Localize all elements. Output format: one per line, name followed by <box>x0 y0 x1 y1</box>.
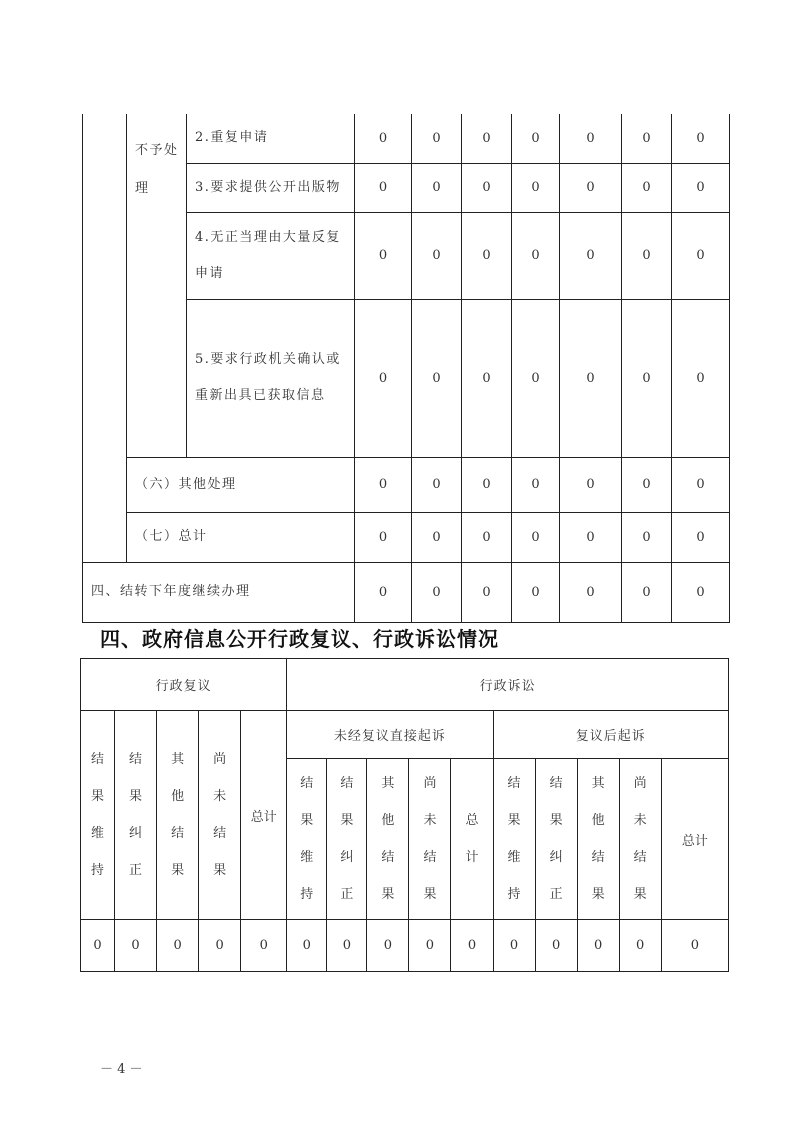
top-table <box>82 114 730 623</box>
carry-row-label: 四、结转下年度继续办理 <box>83 562 355 622</box>
value-cell: 0 <box>560 163 622 212</box>
review-maintain-header: 结果维持 <box>81 711 115 920</box>
value-cell: 0 <box>560 212 622 299</box>
value-cell: 0 <box>412 163 462 212</box>
value-cell: 0 <box>462 562 512 622</box>
value-cell: 0 <box>493 920 535 972</box>
direct-pending-header: 尚未结果 <box>409 759 451 920</box>
section-title: 四、政府信息公开行政复议、行政诉讼情况 <box>100 627 499 651</box>
review-header: 行政复议 <box>81 659 287 711</box>
value-cell: 0 <box>619 920 661 972</box>
other-row-label: （六）其他处理 <box>127 457 355 512</box>
value-cell: 0 <box>672 457 730 512</box>
value-cell: 0 <box>622 562 672 622</box>
value-cell: 0 <box>512 114 560 163</box>
after-review-header: 复议后起诉 <box>493 711 728 759</box>
value-cell: 0 <box>512 512 560 562</box>
value-cell: 0 <box>512 212 560 299</box>
review-pending-header: 尚未结果 <box>199 711 241 920</box>
value-cell: 0 <box>367 920 409 972</box>
value-cell: 0 <box>462 163 512 212</box>
value-cell: 0 <box>412 114 462 163</box>
value-cell: 0 <box>355 512 412 562</box>
litigation-header: 行政诉讼 <box>287 659 729 711</box>
value-cell: 0 <box>622 114 672 163</box>
value-cell: 0 <box>81 920 115 972</box>
value-cell: 0 <box>560 457 622 512</box>
after-correct-header: 结果纠正 <box>535 759 577 920</box>
row-label: 3.要求提供公开出版物 <box>187 163 355 212</box>
value-cell: 0 <box>672 562 730 622</box>
row-label: 4.无正当理由大量反复申请 <box>187 212 355 299</box>
row-label: 5.要求行政机关确认或重新出具已获取信息 <box>187 299 355 457</box>
value-cell: 0 <box>560 114 622 163</box>
value-cell: 0 <box>462 299 512 457</box>
value-cell: 0 <box>451 920 493 972</box>
value-cell: 0 <box>355 114 412 163</box>
value-cell: 0 <box>355 457 412 512</box>
value-cell: 0 <box>355 212 412 299</box>
value-cell: 0 <box>672 114 730 163</box>
after-other-header: 其他结果 <box>577 759 619 920</box>
direct-maintain-header: 结果维持 <box>287 759 327 920</box>
direct-correct-header: 结果纠正 <box>327 759 367 920</box>
value-cell: 0 <box>672 163 730 212</box>
value-cell: 0 <box>672 212 730 299</box>
after-pending-header: 尚未结果 <box>619 759 661 920</box>
value-cell: 0 <box>512 163 560 212</box>
review-correct-header: 结果纠正 <box>115 711 157 920</box>
value-cell: 0 <box>661 920 728 972</box>
value-cell: 0 <box>412 512 462 562</box>
value-cell: 0 <box>327 920 367 972</box>
value-cell: 0 <box>672 299 730 457</box>
value-cell: 0 <box>535 920 577 972</box>
value-cell: 0 <box>412 212 462 299</box>
value-cell: 0 <box>512 562 560 622</box>
value-cell: 0 <box>622 457 672 512</box>
value-cell: 0 <box>355 562 412 622</box>
value-cell: 0 <box>672 512 730 562</box>
direct-other-header: 其他结果 <box>367 759 409 920</box>
review-total-header: 总计 <box>241 711 287 920</box>
outer-blank-cell <box>83 114 127 562</box>
value-cell: 0 <box>241 920 287 972</box>
value-cell: 0 <box>512 457 560 512</box>
review-other-header: 其他结果 <box>157 711 199 920</box>
direct-suit-header: 未经复议直接起诉 <box>287 711 493 759</box>
value-cell: 0 <box>462 114 512 163</box>
review-litigation-table <box>80 658 729 972</box>
category-cell: 不予处理 <box>127 114 187 457</box>
value-cell: 0 <box>115 920 157 972</box>
value-cell: 0 <box>622 299 672 457</box>
value-cell: 0 <box>560 512 622 562</box>
row-label: 2.重复申请 <box>187 114 355 163</box>
direct-total-header: 总计 <box>451 759 493 920</box>
after-maintain-header: 结果维持 <box>493 759 535 920</box>
value-cell: 0 <box>412 562 462 622</box>
value-cell: 0 <box>287 920 327 972</box>
value-cell: 0 <box>512 299 560 457</box>
value-cell: 0 <box>462 457 512 512</box>
value-cell: 0 <box>199 920 241 972</box>
value-cell: 0 <box>462 212 512 299</box>
value-cell: 0 <box>355 299 412 457</box>
value-cell: 0 <box>412 457 462 512</box>
value-cell: 0 <box>462 512 512 562</box>
value-cell: 0 <box>622 212 672 299</box>
page-number: － 4 － <box>100 1062 143 1077</box>
value-cell: 0 <box>560 562 622 622</box>
total-row-label: （七）总计 <box>127 512 355 562</box>
value-cell: 0 <box>355 163 412 212</box>
value-cell: 0 <box>622 512 672 562</box>
value-cell: 0 <box>157 920 199 972</box>
after-total-header: 总计 <box>661 759 728 920</box>
value-cell: 0 <box>412 299 462 457</box>
value-cell: 0 <box>622 163 672 212</box>
value-cell: 0 <box>409 920 451 972</box>
value-cell: 0 <box>560 299 622 457</box>
value-cell: 0 <box>577 920 619 972</box>
